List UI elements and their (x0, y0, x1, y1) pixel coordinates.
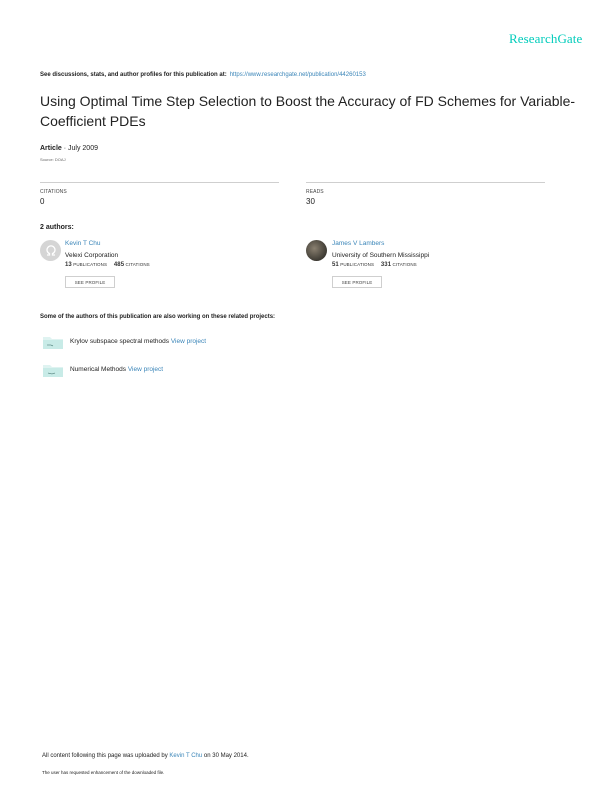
upload-notice (42, 753, 249, 759)
author-photo-avatar[interactable] (306, 240, 327, 261)
author-publications-count: 51 (332, 262, 339, 268)
article-source: Source: DOAJ (40, 157, 66, 162)
authors-heading: 2 authors: (40, 224, 74, 231)
upload-suffix: on 30 May 2014. (203, 753, 249, 759)
reads-value: 30 (306, 197, 315, 206)
project-folder-icon (42, 362, 64, 378)
project-name: Numerical Methods (70, 366, 126, 373)
divider-citations (40, 182, 279, 183)
project-name: Krylov subspace spectral methods (70, 338, 169, 345)
researchgate-logo[interactable]: ResearchGate (509, 31, 583, 46)
author-citations-label: CITATIONS (125, 262, 150, 267)
author-name-link[interactable]: James V Lambers (332, 240, 385, 247)
citations-value: 0 (40, 197, 45, 206)
avatar-placeholder-icon[interactable] (40, 240, 61, 261)
author-citations-count: 485 (113, 262, 125, 268)
author-stats (65, 262, 150, 268)
project-item (70, 366, 163, 373)
reads-label: READS (306, 189, 324, 195)
author-institution: University of Southern Mississippi (332, 252, 430, 259)
author-stats (332, 262, 417, 268)
enhancement-note: The user has requested enhancement of the downloaded file. (42, 770, 165, 775)
publication-url-link[interactable]: https://www.researchgate.net/publication/44260153 (229, 72, 366, 78)
author-name-link[interactable]: Kevin T Chu (65, 240, 101, 247)
view-project-link[interactable]: View project (127, 366, 164, 373)
discussion-line (40, 72, 366, 78)
author-institution: Velexi Corporation (65, 252, 119, 259)
omega-icon (44, 244, 58, 258)
discussion-text: See discussions, stats, and author profiles for this publication at: (40, 72, 227, 78)
see-profile-button[interactable]: SEE PROFILE (65, 276, 115, 288)
upload-prefix: All content following this page was uploaded by (42, 753, 168, 759)
author-publications-count: 13 (65, 262, 72, 268)
author-publications-label: PUBLICATIONS (73, 262, 108, 267)
uploader-link[interactable]: Kevin T Chu (169, 753, 203, 759)
projects-heading: Some of the authors of this publication are also working on these related projects: (40, 314, 276, 320)
article-meta (40, 145, 98, 152)
view-project-link[interactable]: View project (170, 338, 207, 345)
divider-reads (306, 182, 545, 183)
article-type: Article (40, 145, 62, 152)
see-profile-button[interactable]: SEE PROFILE (332, 276, 382, 288)
author-citations-label: CITATIONS (392, 262, 417, 267)
publication-title: Using Optimal Time Step Selection to Boost the Accuracy of FD Schemes for Variable-Coefficient PDEs (40, 93, 576, 129)
citations-label: CITATIONS (40, 189, 67, 195)
author-publications-label: PUBLICATIONS (340, 262, 375, 267)
project-folder-icon (42, 334, 64, 350)
author-citations-count: 331 (380, 262, 392, 268)
article-date: · July 2009 (63, 145, 98, 152)
project-item (70, 338, 206, 345)
